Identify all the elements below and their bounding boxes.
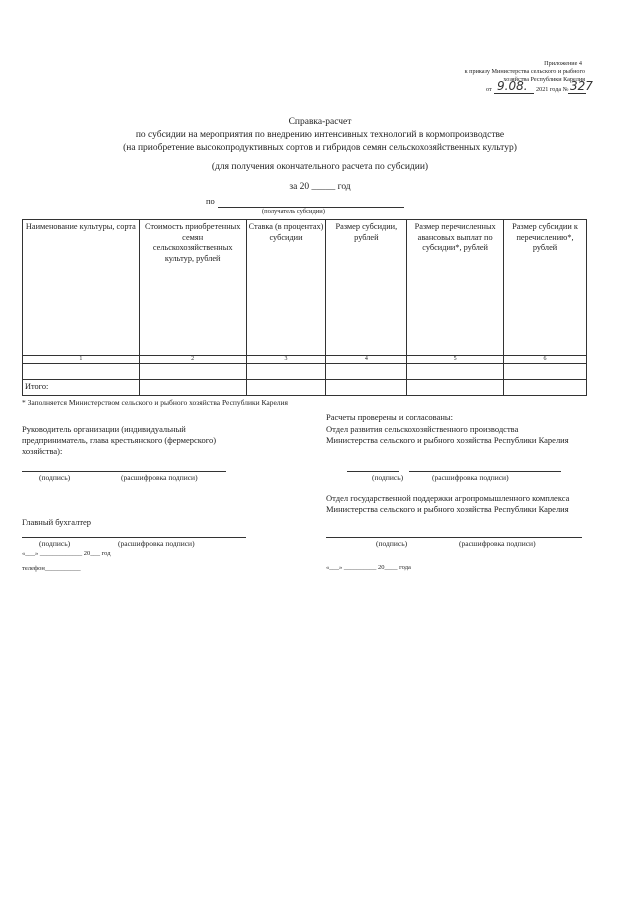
appendix-date-handwritten: 9.08.: [497, 79, 528, 93]
appendix-line1: Приложение 4: [544, 60, 582, 67]
table-cell[interactable]: [326, 364, 407, 380]
head-decode-caption: (расшифровка подписи): [121, 473, 198, 482]
total-label: Итого:: [23, 380, 140, 396]
appendix-line2: к приказу Министерства сельского и рыбного: [464, 68, 585, 75]
doc-subtitle-2: (на приобретение высокопродуктивных сортов и гибридов семян сельскохозяйственных культур): [123, 143, 517, 153]
col-number: 4: [326, 356, 407, 364]
table-cell[interactable]: [246, 380, 326, 396]
dept2-date-line[interactable]: «___» __________ 20____ года: [326, 564, 411, 571]
col-number: 3: [246, 356, 326, 364]
date-underline: [494, 93, 534, 94]
head-signature-line[interactable]: [22, 471, 226, 472]
table-cell[interactable]: [139, 364, 246, 380]
table-cell[interactable]: [407, 364, 504, 380]
dept1-sign-line[interactable]: [347, 471, 399, 472]
header-rate: Ставка (в процентах) субсидии: [246, 220, 326, 356]
col-number: 5: [407, 356, 504, 364]
number-underline: [568, 93, 586, 94]
dept2-sign-caption: (подпись): [376, 539, 408, 548]
table-cell[interactable]: [504, 380, 587, 396]
recipient-prefix: по: [206, 196, 215, 206]
header-advance: Размер перечисленных авансовых выплат по субсидии*, рублей: [407, 220, 504, 356]
accountant-date-line[interactable]: «___» _____________ 20___ год: [22, 550, 111, 557]
table-total-row[interactable]: [23, 380, 587, 396]
doc-subtitle: по субсидии на мероприятия по внедрению интенсивных технологий в кормопроизводстве: [135, 130, 505, 140]
doc-subtitle-3: (для получения окончательного расчета по субсидии): [211, 162, 429, 172]
appendix-date-prefix: от: [486, 86, 492, 93]
appendix-number-handwritten: 327: [570, 79, 593, 93]
footnote: * Заполняется Министерством сельского и рыбного хозяйства Республики Карелия: [22, 398, 289, 407]
col-number: 2: [139, 356, 246, 364]
table-cell[interactable]: [504, 364, 587, 380]
table-cell[interactable]: [23, 364, 140, 380]
table-cell[interactable]: [246, 364, 326, 380]
phone-field[interactable]: телефон___________: [22, 565, 81, 572]
col-number: 1: [23, 356, 140, 364]
header-to-transfer: Размер субсидии к перечислению*, рублей: [504, 220, 587, 356]
table-header-row: [23, 220, 587, 356]
head-signatory-text: Руководитель организации (индивидуальный предприниматель, глава крестьянского (фермерского) хозяйства):: [22, 424, 217, 456]
table-cell[interactable]: [407, 380, 504, 396]
accountant-label: Главный бухгалтер: [22, 517, 92, 527]
table-row[interactable]: [23, 364, 587, 380]
dept2-signature-line[interactable]: [326, 537, 582, 538]
head-sign-caption: (подпись): [39, 473, 71, 482]
period-field[interactable]: за 20 _____ год: [289, 182, 351, 192]
dept2-text: Отдел государственной поддержки агропромышленного комплекса Министерства сельского и рыбного хозяйства Республики Карелия: [326, 493, 570, 514]
header-cost: Стоимость приобретенных семян сельскохозяйственных культур, рублей: [139, 220, 246, 356]
subsidy-table: [22, 219, 587, 396]
appendix-year: 2021 года №: [536, 86, 569, 93]
dept1-decode-caption: (расшифровка подписи): [432, 473, 509, 482]
header-subsidy: Размер субсидии, рублей: [326, 220, 407, 356]
table-number-row: [23, 356, 587, 364]
dept2-decode-caption: (расшифровка подписи): [459, 539, 536, 548]
checked-label: Расчеты проверены и согласованы:: [326, 412, 453, 422]
appendix-line3: хозяйства Республики Карелия: [503, 76, 585, 83]
recipient-caption: (получатель субсидии): [262, 208, 325, 215]
doc-title: Справка-расчет: [288, 117, 352, 127]
table-cell[interactable]: [139, 380, 246, 396]
dept1-sign-caption: (подпись): [372, 473, 404, 482]
accountant-signature-line[interactable]: [22, 537, 246, 538]
accountant-sign-caption: (подпись): [39, 539, 71, 548]
col-number: 6: [504, 356, 587, 364]
header-culture: Наименование культуры, сорта: [23, 220, 140, 356]
table-cell[interactable]: [326, 380, 407, 396]
dept1-text: Отдел развития сельскохозяйственного производства Министерства сельского и рыбного хозяйства Республики Карелия: [326, 424, 569, 445]
dept1-decode-line[interactable]: [409, 471, 561, 472]
accountant-decode-caption: (расшифровка подписи): [118, 539, 195, 548]
